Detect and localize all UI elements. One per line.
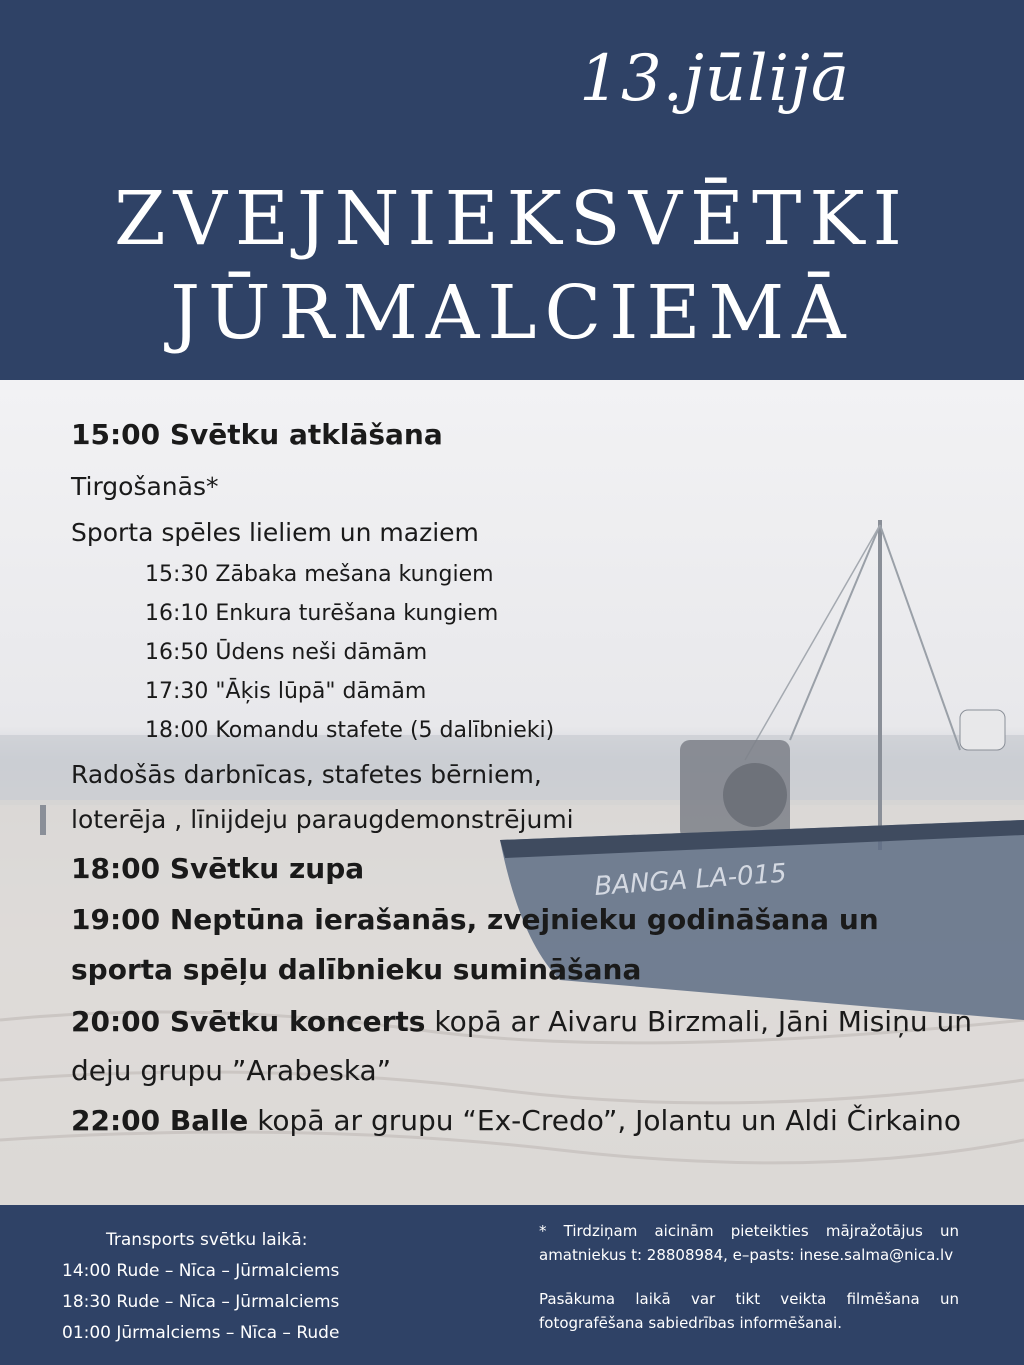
concert-line-2: deju grupu ”Arabeska” bbox=[71, 1054, 392, 1087]
workshops-line-1: Radošās darbnīcas, stafetes bērniem, bbox=[71, 760, 542, 789]
ball-line bbox=[71, 1104, 961, 1137]
vendor-note: * Tirdziņam aicinām pieteikties mājražotājus un amatniekus t: 28808984, e–pasts: inese.salma@nica.lv bbox=[539, 1222, 959, 1264]
ball-time-title: 22:00 Balle bbox=[71, 1104, 249, 1137]
transport-title: Transports svētku laikā: bbox=[106, 1230, 308, 1250]
transport-route: 14:00 Rude – Nīca – Jūrmalciems bbox=[62, 1261, 340, 1281]
event-date: 13.jūlijā bbox=[579, 42, 850, 116]
concert-line-1 bbox=[71, 1005, 972, 1038]
transport-route: 18:30 Rude – Nīca – Jūrmalciems bbox=[62, 1292, 340, 1312]
sub-event: 16:10 Enkura turēšana kungiem bbox=[145, 601, 499, 626]
boat-name: BANGA LA-015 bbox=[593, 858, 788, 902]
beach-photo bbox=[0, 380, 1024, 1205]
transport-route: 01:00 Jūrmalciems – Nīca – Rude bbox=[62, 1323, 340, 1343]
sub-event: 16:50 Ūdens neši dāmām bbox=[145, 640, 428, 665]
ball-performers: kopā ar grupu “Ex-Credo”, Jolantu un Aldi Čirkaino bbox=[248, 1104, 962, 1137]
concert-performers: kopā ar Aivaru Birzmali, Jāni Misiņu un bbox=[425, 1005, 972, 1038]
neptune-line-1: 19:00 Neptūna ierašanās, zvejnieku godināšana un bbox=[71, 903, 879, 936]
sub-event: 18:00 Komandu stafete (5 dalībnieki) bbox=[145, 718, 555, 743]
concert-time-title: 20:00 Svētku koncerts bbox=[71, 1005, 426, 1038]
filming-note: Pasākuma laikā var tikt veikta filmēšana un fotografēšana sabiedrības informēšanai. bbox=[539, 1290, 959, 1332]
sub-event: 15:30 Zābaka mešana kungiem bbox=[145, 562, 494, 587]
sports-item: Sporta spēles lieliem un maziem bbox=[71, 518, 479, 547]
footer-banner bbox=[0, 1205, 1024, 1365]
workshops-line-2: loterēja , līnijdeju paraugdemonstrējumi bbox=[71, 805, 574, 834]
header-banner bbox=[0, 0, 1024, 380]
trading-item: Tirgošanās* bbox=[71, 472, 219, 501]
event-title-line-2: JŪRMALCIEMĀ bbox=[170, 270, 854, 356]
soup-item: 18:00 Svētku zupa bbox=[71, 852, 365, 885]
sub-event: 17:30 "Āķis lūpā" dāmām bbox=[145, 679, 427, 704]
event-title-line-1: ZVEJNIEKSVĒTKI bbox=[114, 176, 910, 262]
neptune-line-2: sporta spēļu dalībnieku sumināšana bbox=[71, 953, 642, 986]
opening-item: 15:00 Svētku atklāšana bbox=[71, 418, 443, 451]
